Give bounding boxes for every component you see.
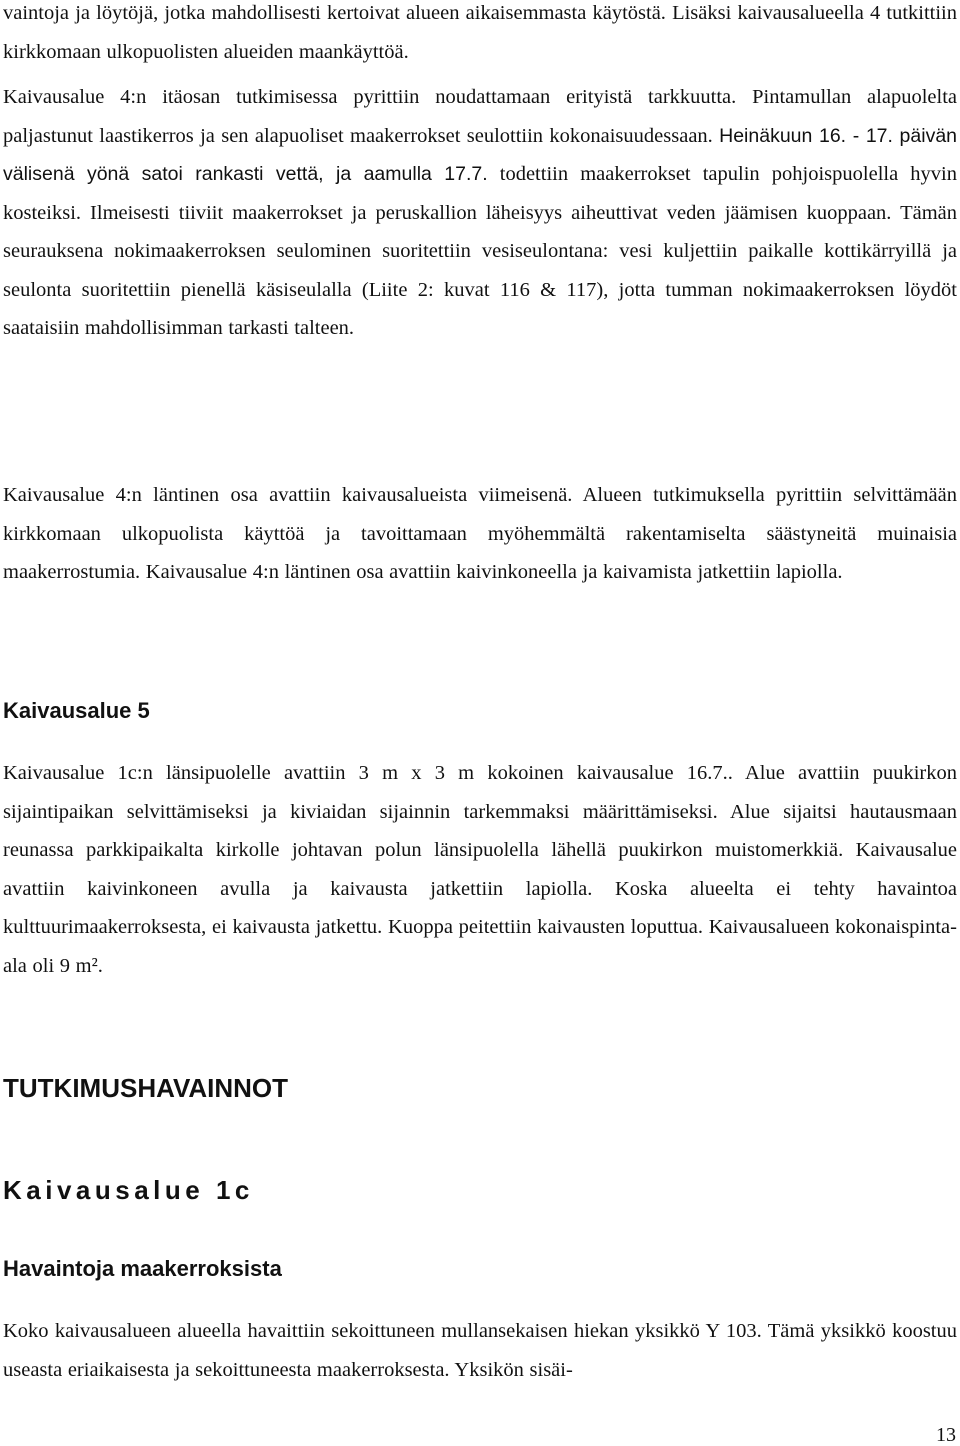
paragraph-havaintoja — [3, 1312, 957, 1389]
page-number: 13 — [936, 1424, 956, 1446]
paragraph-text-a: Kaivausalue 4:n itäosan tutkimisessa pyrittiin noudattamaan erityistä tarkkuutta. Pintamullan alapuolelta paljastunut laastikerros ja sen alapuoliset maakerrokset seulottiin kokonaisuudessaan. — [3, 86, 957, 147]
paragraph-intro — [3, 0, 957, 71]
paragraph-intro-text: vaintoja ja löytöjä, jotka mahdollisesti kertoivat alueen aikaisemmasta käytöstä. Lisäksi kaivausalueella 4 tutkittiin kirkkomaan ulkopuolisten alueiden maankäyttöä. — [3, 2, 957, 63]
paragraph-kaivausalue4-west — [3, 476, 957, 592]
paragraph-text-b: Heinäkuun 16. - 17. päivän välisenä yönä satoi rankasti vettä, ja aamulla 17.7. — [3, 124, 958, 185]
paragraph-havaintoja-text: Koko kaivausalueen alueella havaittiin sekoittuneen mullansekaisen hiekan yksikkö Y 103. Tämä yksikkö koostuu useasta eriaikaisesta ja sekoittuneesta maakerroksesta. Yksikön sisäi- — [3, 1320, 957, 1381]
heading-tutkimushavainnot: TUTKIMUSHAVAINNOT — [3, 1073, 289, 1103]
paragraph-kaivausalue5-text: Kaivausalue 1c:n länsipuolelle avattiin 3 m x 3 m kokoinen kaivausalue 16.7.. Alue avattiin puukirkon sijaintipaikan selvittämiseksi ja kiviaidan sijainnin tarkemmaksi määrittämiseksi. Alue sijaitsi hautausmaan reunassa parkkipaikalta kirkolle johtavan polun länsipuolella lähellä puukirkon muistomerkkiä. Kaivausalue avattiin kaivinkoneen avulla ja kaivausta jatkettiin lapiolla. Koska alueelta ei tehty havaintoa kulttuurimaakerroksesta, ei kaivausta jatkettu. Kuoppa peitettiin kaivausten loputtua. Kaivausalueen kokonaispinta-ala oli 9 m². — [3, 762, 957, 977]
heading-havaintoja-maakerroksista: Havaintoja maakerroksista — [3, 1256, 282, 1281]
paragraph-text-c: todettiin maakerrokset tapulin pohjoispuolella hyvin kosteiksi. Ilmeisesti tiiviit maakerrokset ja peruskallion läheisyys aiheuttivat veden jäämisen kuoppaan. Tämän seurauksena nokimaakerroksen seulominen suoritettiin vesiseulontana: vesi kuljettiin paikalle kottikärryillä ja seulonta suoritettiin pienellä käsiseulalla (Liite 2: kuvat 116 & 117), jotta tumman nokimaakerroksen löydöt saataisiin mahdollisimman tarkasti talteen. — [3, 163, 957, 339]
paragraph-kaivausalue4-east — [3, 78, 957, 348]
paragraph-kaivausalue5 — [3, 754, 957, 985]
heading-kaivausalue-1c: Kaivausalue 1c — [3, 1175, 254, 1205]
paragraph-west-text: Kaivausalue 4:n läntinen osa avattiin kaivausalueista viimeisenä. Alueen tutkimuksella pyrittiin selvittämään kirkkomaan ulkopuolista käyttöä ja tavoittamaan myöhemmältä rakentamiselta säästyneitä muinaisia maakerrostumia. Kaivausalue 4:n läntinen osa avattiin kaivinkoneella ja kaivamista jatkettiin lapiolla. — [3, 484, 957, 583]
heading-kaivausalue-5: Kaivausalue 5 — [3, 698, 150, 723]
